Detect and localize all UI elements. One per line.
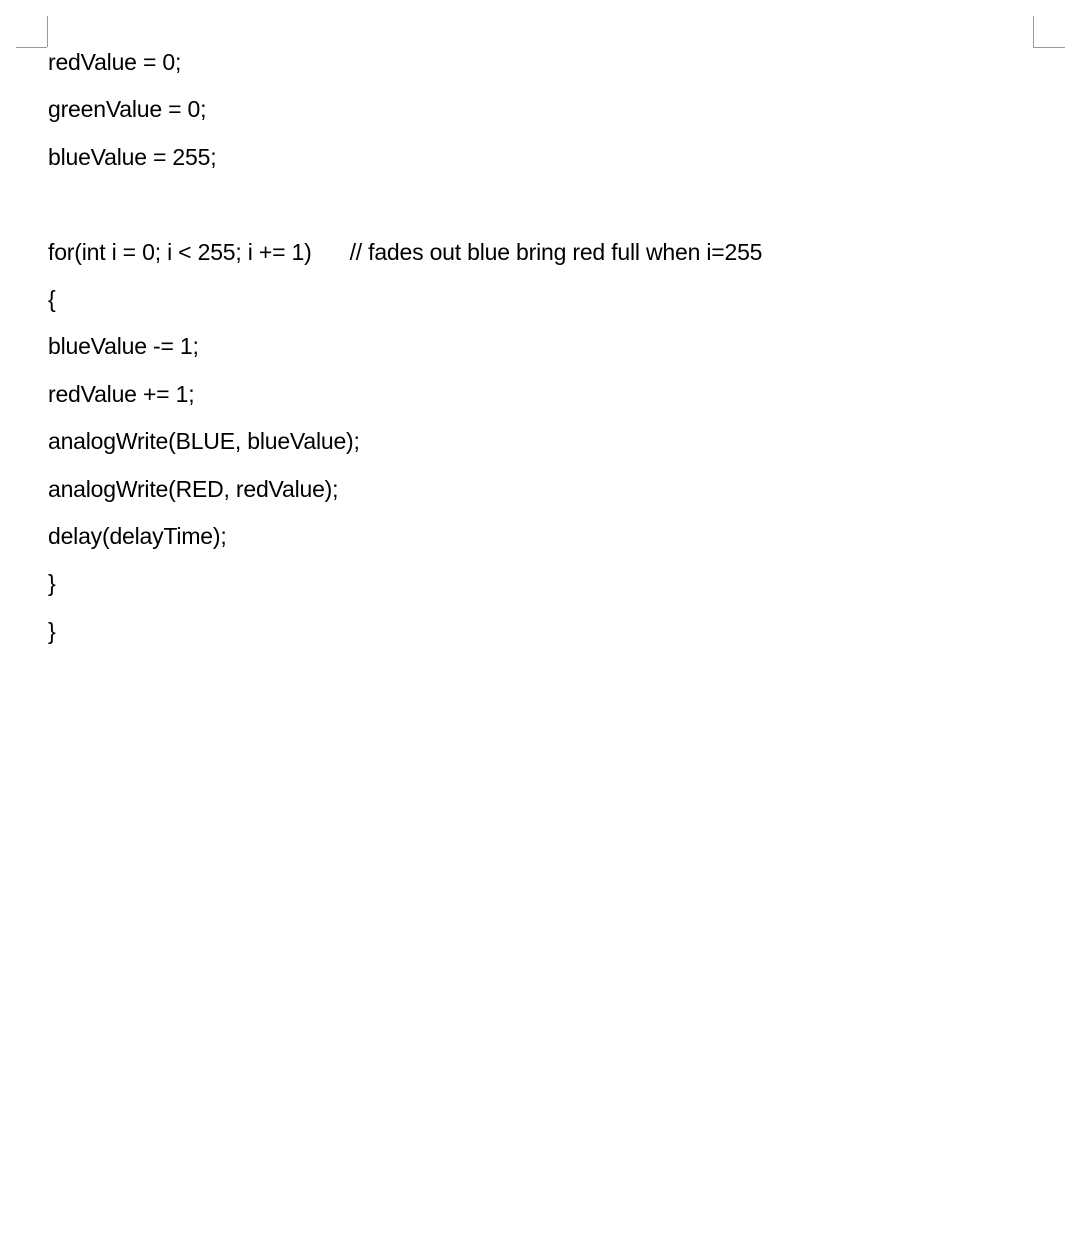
blank-line bbox=[48, 186, 1028, 233]
crop-mark-top-right bbox=[1033, 47, 1065, 48]
code-line: greenValue = 0; bbox=[48, 96, 207, 123]
code-line: redValue = 0; bbox=[48, 49, 182, 75]
crop-mark-top-left bbox=[16, 47, 47, 48]
code-line: } bbox=[48, 570, 56, 597]
code-line: analogWrite(RED, redValue); bbox=[48, 475, 339, 502]
crop-mark-top-left bbox=[47, 16, 48, 47]
for-statement: for(int i = 0; i < 255; i += 1) bbox=[48, 238, 312, 265]
crop-mark-top-right bbox=[1033, 16, 1034, 47]
code-line: blueValue = 255; bbox=[48, 143, 217, 170]
code-line: { bbox=[48, 285, 56, 312]
code-line: redValue += 1; bbox=[48, 380, 195, 407]
code-line-for-loop bbox=[48, 234, 1028, 281]
code-comment: // fades out blue bring red full when i=255 bbox=[349, 238, 763, 265]
code-line: blueValue -= 1; bbox=[48, 333, 199, 360]
code-line: analogWrite(BLUE, blueValue); bbox=[48, 428, 360, 455]
document-body[interactable] bbox=[48, 44, 1028, 660]
code-line: delay(delayTime); bbox=[48, 522, 227, 549]
code-line: } bbox=[48, 617, 56, 644]
